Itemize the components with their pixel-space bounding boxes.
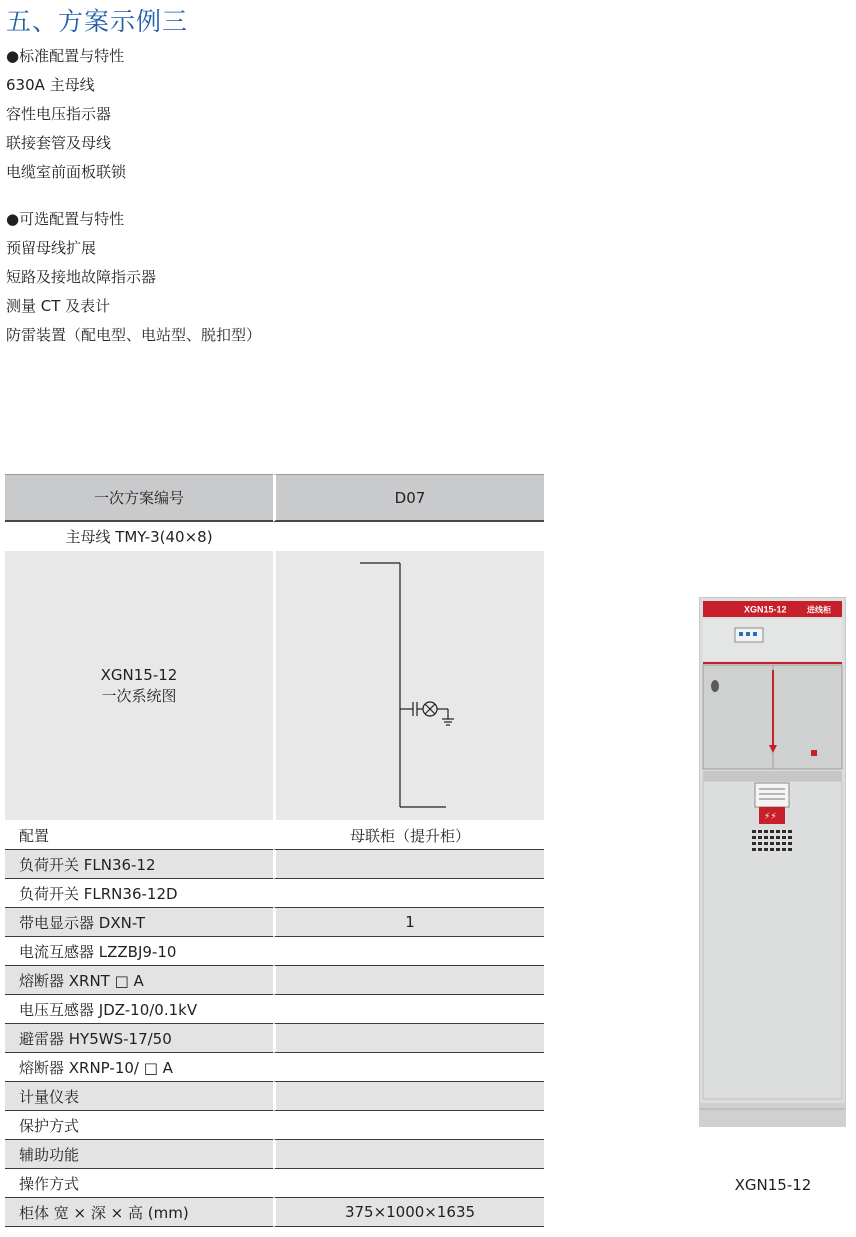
header-scheme-number: 一次方案编号 [5,474,273,522]
table-row: 柜体 宽 × 深 × 高 (mm) 375×1000×1635 [5,1198,544,1227]
optional-config-item: 短路及接地故障指示器 [6,268,157,286]
standard-config-heading: ●标准配置与特性 [6,47,125,65]
table-row: 避雷器 HY5WS-17/50 [5,1024,544,1053]
busbar-row [5,522,544,551]
table-row: 负荷开关 FLRN36-12D [5,879,544,908]
optional-config-item: 防雷装置（配电型、电站型、脱扣型） [6,326,262,344]
table-row: 计量仪表 [5,1082,544,1111]
table-row: 操作方式 [5,1169,544,1198]
switchgear-cabinet-image [699,597,846,1127]
diagram-label-text: 一次系统图 [101,686,177,705]
table-row: 负荷开关 FLN36-12 [5,850,544,879]
nameplate-model-text: XGN15-12 [744,604,787,615]
svg-text:⚡⚡: ⚡⚡ [764,812,777,822]
handle-icon [711,680,719,692]
vent-grille [751,829,793,855]
standard-config-section [6,42,126,187]
table-row: 电压互感器 JDZ-10/0.1kV [5,995,544,1024]
diagram-label [5,551,273,821]
single-line-diagram-svg [276,551,544,816]
switchgear-cabinet-illustration [699,597,846,1127]
busbar-label: 主母线 TMY-3(40×8) [5,522,273,551]
table-row: 电流互感器 LZZBJ9-10 [5,937,544,966]
nameplate-type-text: 进线柜 [807,605,831,615]
table-header-row [5,474,544,522]
standard-config-item: 电缆室前面板联锁 [6,163,127,181]
header-scheme-code: D07 [273,474,544,522]
optional-config-section [6,205,261,350]
table-row: 熔断器 XRNT □ A [5,966,544,995]
table-row: 熔断器 XRNP-10/ □ A [5,1053,544,1082]
table-row: 带电显示器 DXN-T 1 [5,908,544,937]
optional-config-item: 预留母线扩展 [6,239,97,257]
info-label [755,783,789,807]
cabinet-caption: XGN15-12 [734,1176,812,1194]
standard-config-item: 630A 主母线 [6,76,95,94]
table-row: 保护方式 [5,1111,544,1140]
standard-config-item: 联接套管及母线 [6,134,112,152]
standard-config-item: 容性电压指示器 [6,105,112,123]
diagram-label-model: XGN15-12 [100,665,178,684]
scheme-spec-table [5,474,544,1227]
diagram-row [5,551,544,821]
single-line-diagram [273,551,544,821]
table-row: 辅助功能 [5,1140,544,1169]
optional-config-heading: ●可选配置与特性 [6,210,125,228]
optional-config-item: 测量 CT 及表计 [6,297,111,315]
table-row: 配置 母联柜（提升柜） [5,821,544,850]
page-title: 五、方案示例三 [6,7,189,36]
